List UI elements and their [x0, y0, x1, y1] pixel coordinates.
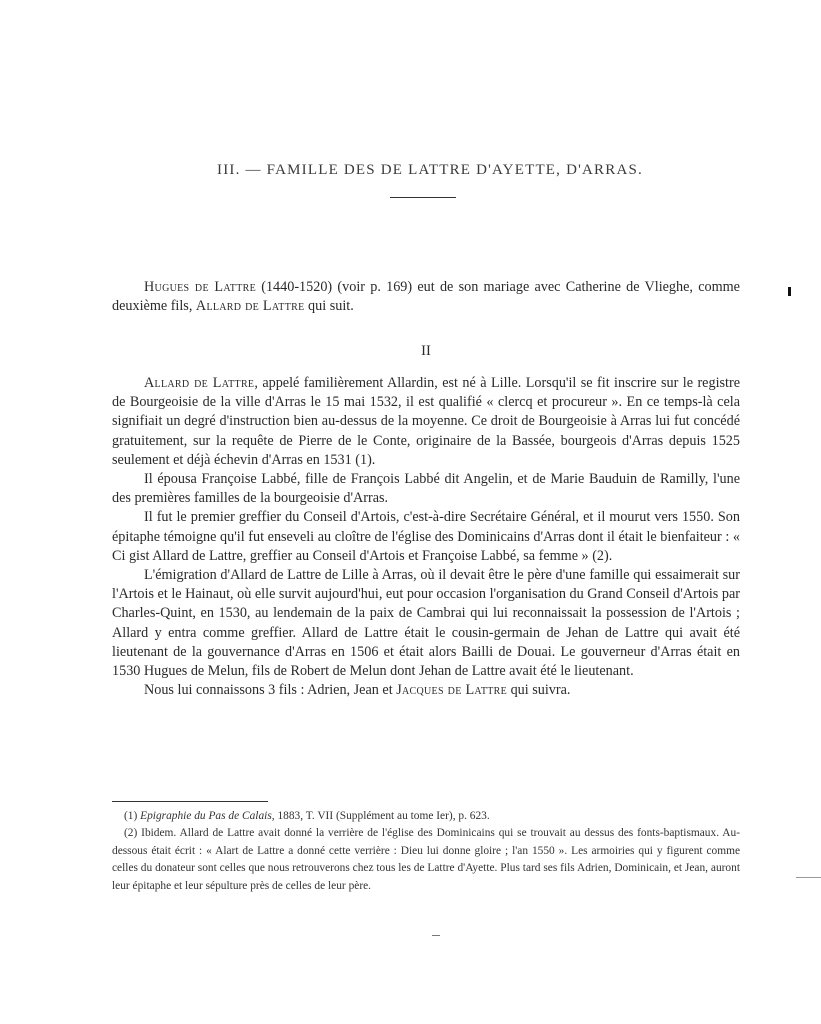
margin-mark: [788, 287, 791, 296]
footnote-1: [112, 808, 740, 825]
footnote-1-title: Epigraphie du Pas de Calais,: [140, 810, 275, 822]
paragraph-5: [112, 681, 740, 700]
paragraph-5-text: Nous lui connaissons 3 fils : Adrien, Jean et: [144, 682, 397, 699]
person-name: Allard de Lattre: [195, 298, 305, 315]
paragraph-2: Il épousa Françoise Labbé, fille de François Labbé dit Angelin, et de Marie Bauduin de Ramilly, l'une des premières familles de la bourgeoisie d'Arras.: [112, 471, 740, 507]
paragraph-3: Il fut le premier greffier du Conseil d'Artois, c'est-à-dire Secrétaire Général, et il mourut vers 1550. Son épitaphe témoigne qu'il fut enseveli au cloître de l'église des Dominicains d'Arras dont il était le bienfaiteur : « Ci gist Allard de Lattre, greffier au Conseil d'Artois et Françoise Labbé, sa femme » (2).: [112, 509, 740, 564]
paragraph-4: L'émigration d'Allard de Lattre de Lille à Arras, où il devait être le père d'une famille qui essaimerait sur l'Artois et le Hainaut, où elle survit aujourd'hui, eut pour occasion l'organisation du Grand Conseil d'Artois par Charles-Quint, en 1530, au lendemain de la paix de Cambrai qui lui reconnaissait la possession de l'Artois ; Allard y entra comme greffier. Allard de Lattre était le cousin-germain de Jehan de Lattre qui avait été lieutenant de la gouvernance d'Arras en 1506 et était alors Bailli de Douai. Le gouverneur d'Arras était en 1530 Hugues de Melun, fils de Robert de Melun dont Jehan de Lattre avait été le lieutenant.: [112, 567, 740, 680]
person-name: Hugues de Lattre: [144, 279, 256, 295]
intro-paragraph: [112, 278, 740, 316]
page-dash-mark: [432, 935, 440, 936]
intro-text-a: (1440-1520) (voir p. 169) eut de son mariage avec Catherine de Vlieghe, comme deuxième fils,: [112, 279, 740, 315]
person-name: Allard de Lattre: [144, 375, 255, 391]
person-name: Jacques de Lattre: [396, 682, 508, 699]
footnote-2: (2) Ibidem. Allard de Lattre avait donné la verrière de l'église des Dominicains qui se trouvait au dessus des fonts-baptismaux. Au-dessous était écrit : « Alart de Lattre a donné cette verrière : Dieu lui donne gloire ; l'an 1550 ». Les armoiries qui y figurent comme celles du donateur sont celles que nous retrouverons chez tous les de Lattre d'Ayette. Plus tard ses fils Adrien, Dominicain, et Jean, auront leur épitaphe et leur sépulture près de celles de leur père.: [112, 827, 740, 892]
footnotes: [112, 808, 740, 895]
intro-text-b: qui suit.: [304, 298, 354, 315]
footnote-separator: [112, 801, 268, 802]
paragraph-1-text: , appelé familièrement Allardin, est né à Lille. Lorsqu'il se fit inscrire sur le registre de Bourgeoisie de la ville d'Arras le 15 mai 1532, il est qualifié « clercq et procureur ». En ce temps-là cela signifiait un degré d'instruction bien au-dessus de la moyenne. Ce droit de Bourgeoisie à Arras lui fut concédé gratuitement, sur la requête de Pierre de le Conte, originaire de la Bassée, bourgeois d'Arras depuis 1525 seulement et déjà échevin d'Arras en 1531 (1).: [112, 375, 741, 468]
section-number: II: [421, 343, 431, 359]
chapter-title: III. — FAMILLE DES DE LATTRE D'AYETTE, D'ARRAS.: [217, 162, 643, 178]
footnote-1-rest: 1883, T. VII (Supplément au tome Ier), p. 623.: [274, 810, 490, 822]
footnote-1-number: (1): [124, 810, 141, 822]
title-underline: [390, 197, 456, 198]
paragraph-5-end: qui suivra.: [507, 682, 571, 699]
paragraph-1: [112, 374, 740, 470]
margin-line: [796, 877, 821, 878]
main-text: [112, 374, 740, 700]
